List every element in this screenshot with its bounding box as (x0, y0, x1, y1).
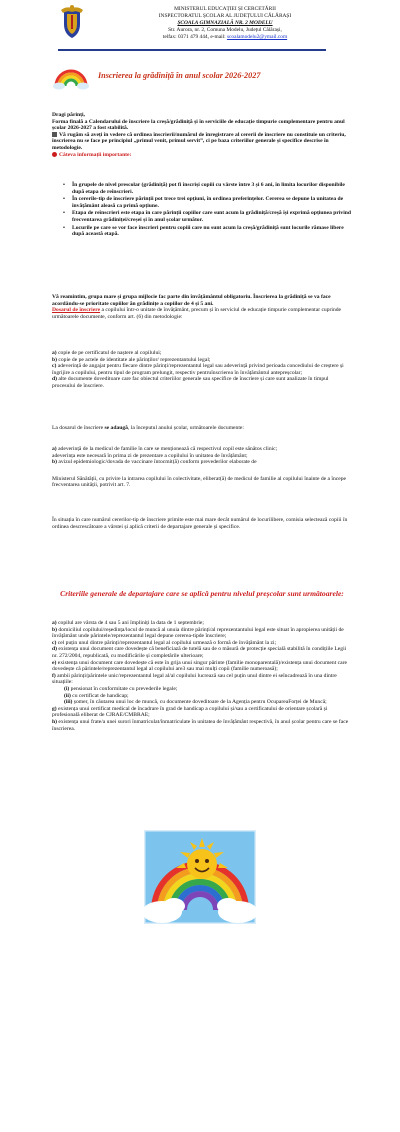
item-text: avizul epidemiologic/dovada de vaccinare întocmit(ă) conform prevederilor elaborate de (56, 459, 257, 466)
ministry-line: MINISTERUL EDUCAȚIEI ȘI CERCETĂRII (174, 6, 276, 12)
dossier-list (52, 350, 352, 390)
item-key: b) (52, 459, 57, 466)
item-text: copie de pe actele de identitate ale părinților/ reprezentantului legal; (56, 356, 211, 363)
list-item (52, 350, 352, 357)
item-key: (iii) (64, 699, 73, 706)
order-text: Vă rugăm să aveți în vedere că ordinea înscrierii/numărul de înregistrare al cererii de înscriere nu constituie un criteriu, înscrierea nu se face pe principiul „primul venit, primul servit”, ci pe baza criteriilor generale și specifice descrise în metodologie. (52, 131, 346, 151)
inspectorate-line: INSPECTORATUL ȘCOLAR AL JUDEȚULUI CĂLĂRAȘI (158, 13, 292, 19)
list-item (52, 646, 352, 659)
criteria-list (52, 620, 352, 732)
item-text: Ministerul Sănătății, cu privire la intrarea copilului în colectivitate, eliberat(ă) de medicul de familie al copilului înainte de a începe frecventarea unității, potrivit art. 7. (52, 475, 347, 489)
list-item (52, 699, 352, 706)
reminder-text: Vă reamintim, grupa mare și grupa mijlocie fac parte din învățământul obligatoriu. Înscrierea la grădiniță se va face acordându-se prioritate copiilor ăn grădinițe a copiilor de 4 și 5 ani. (52, 294, 331, 307)
start-year-list (52, 446, 352, 489)
contact-line (110, 34, 340, 41)
spacer (52, 466, 352, 476)
list-item (52, 446, 352, 453)
start-year-bold: se adaugă (104, 425, 128, 431)
criteria-title: Criteriile generale de departajare care se aplică pentru nivelul preșcolar sunt următoarele: (60, 589, 344, 598)
item-text: alte documente doveditoare care fac obiectul criteriilor generale sau specifice de înscriere și care sunt analizate în timpul procesului de înscriere. (52, 376, 329, 389)
list-item: • În grupele de nivel prescolar (grădiniță) pot fi înscriși copiii cu vârste între 3 și 6 ani, în limita locurilor disponibile după etapa de reînscrieri. (72, 182, 352, 195)
item-key: e) (52, 659, 57, 666)
item-text: cel puțin unul dintre părinți/reprezentantul legal al copilului urmează o formă de învățământ la zi; (56, 639, 277, 646)
item-key: c) (52, 639, 57, 646)
dossier-text: a copilului într-o unitate de învățământ, precum și în serviciul de educație timpurie complementar cuprinde următoarele documente, conform art. (6) din metodologie: (52, 307, 342, 320)
reminder-section (52, 294, 352, 320)
item-key: g) (52, 705, 57, 712)
item-text: domiciliul copilului/reședința/locul de muncă al unuia dintre părinți/al reprezentantului legal este situat în apropierea unității de învățământ unde părintele/reprezentantul legal depune cererea-tipde înscriere; (52, 626, 344, 640)
list-item (52, 706, 352, 719)
header-divider (58, 49, 326, 51)
item-text: adeverința este necesară în prima zi de prezentare a copilului în unitatea de învățământ; (52, 452, 248, 459)
list-item (52, 620, 352, 627)
item-key: (ii) (64, 692, 71, 699)
info-bullets (52, 182, 352, 239)
list-item (52, 660, 352, 673)
list-item: • În cererile-tip de înscriere părinții pot trece trei opțiuni, în ordinea preferințelor. Cererea se depune la unitatea de învățământ aleasă ca primă opțiune. (72, 196, 352, 209)
item-text: existența unui frate/a unei surori înmatriculat/înmatriculate în unitatea de învățământ respectivă, în anul școlar pentru care se face înscrierea. (52, 718, 349, 732)
start-year-pre: La dosarul de înscriere (52, 425, 105, 431)
item-key: a) (52, 620, 57, 626)
item-text: cu certificat de handicap; (70, 692, 129, 699)
item-text: existența unui document care dovedește că este în grija unui singur părinte (familie monoparentală)/existența unui document care dovedește că părintele/reprezentantul legal al copilului are3 sau mai mulți copii (familie numeroasă); (52, 659, 347, 673)
dossier-intro (52, 307, 352, 320)
start-year-post: , la începutul anului școlar, următoarele documente: (127, 425, 244, 431)
item-key: d) (52, 376, 57, 383)
sun-rainbow-illustration (144, 830, 256, 924)
list-item: • Etapa de reînscrieri este etapa în care părinții copiilor care sunt acum la grădiniță/creșă își exprimă opțiunea privind frecventarea grădiniței/creșei și în anul școlar următor. (72, 210, 352, 223)
square-bullet-icon (52, 132, 57, 137)
school-address: Str. Aurora, nr. 2, Comuna Modelu, Județul Călărași, (168, 27, 282, 33)
item-text: existența unui certificat medical de încadrare în grad de handicap a copilului și/sau a certificatului de orientare școlară și profesională eliberat de CJRAE/CMBRAE; (52, 705, 328, 719)
item-key: b) (52, 626, 57, 633)
item-text: ambii părinți/părintele unic/reprezentantul legal al/al copilului lucrează sau cel puțin unul dintre ei seîncadrează în una dintre situațiile: (52, 672, 337, 686)
item-key: d) (52, 646, 57, 653)
page-title: Inscrierea la grădiniță în anul scolar 2026-2027 (98, 71, 261, 80)
greeting: Dragi părinți, (52, 112, 85, 118)
start-year-intro (52, 425, 352, 432)
oversubscribed-paragraph: În situația în care numărul cererilor-tip de înscriere primite este mai mare decât numărul de locurilibere, comisia selectează copiii în ordinea descrescătoare a vârstei și aplică criterii de departajare generale și specifice. (52, 517, 348, 530)
list-item (52, 363, 352, 376)
red-circle-icon (52, 152, 57, 157)
item-key: c) (52, 363, 57, 370)
item-text: adeverință de angajat pentru fiecare dintre părinți/reprezentantul legal sau adeverință privind perioada concediului de creștere și îngrijire a copilului, pentru tipul de program prelungit, respectiv pentruînscrierea în învățământul antepreșcolar; (52, 363, 344, 376)
list-item (52, 376, 352, 389)
item-text: copie de pe certificatul de naștere al copilului; (56, 350, 162, 356)
phone-text: telfax: 0371 479 444, e-mail: (162, 34, 227, 40)
list-item (52, 459, 352, 466)
list-item (52, 627, 352, 640)
rainbow-icon (52, 66, 90, 90)
item-key: h) (52, 718, 57, 725)
list-item (52, 476, 352, 489)
email-link[interactable]: scoalamodelu2@ymail.com (226, 34, 288, 40)
info-heading-text: Câteva informații importante: (59, 151, 132, 158)
list-item: • Locurile pe care se vor face înscrieri pentru copiii care nu sunt acum la creșă/grădiniță sunt locurile rămase libere după această etapă. (72, 225, 352, 238)
school-header (110, 6, 340, 41)
school-crest-icon (58, 4, 86, 40)
item-text: adeverință de la medicul de familie în care se menționează că respectivul copil este sănătos clinic; (56, 446, 278, 452)
item-key: a) (52, 350, 57, 356)
item-text: șomer, în căutarea unui loc de muncă, cu documente doveditoare de la Agenția pentru OcupareaForței de Muncă; (72, 699, 327, 706)
item-text: copilul are vârsta de 4 sau 5 ani împliniți la data de 1 septembrie; (56, 620, 204, 626)
school-name: ȘCOALA GIMNAZIALĂ NR. 2 MODELU (177, 20, 273, 26)
intro-section (52, 112, 352, 158)
item-key: b) (52, 356, 57, 363)
info-heading (52, 152, 352, 159)
start-year-section (52, 425, 352, 432)
item-text: pensionat în conformitate cu prevederile legale; (69, 685, 178, 692)
order-paragraph (52, 132, 352, 152)
calendar-paragraph: Forma finală a Calendarului de înscriere la creșă/grădiniță și în serviciile de educație timpurie complementare pentru anul școlar 2026-2027 a fost stabilită. (52, 118, 345, 132)
item-text: existența unui document care dovedește că beneficiază de tutelă sau de o măsură de protecție specială stabilită în condițiile Legii nr. 272/2004, republicată, cu modificările și completările ulterioare; (52, 646, 347, 659)
item-key: f) (52, 672, 56, 679)
item-key: a) (52, 446, 57, 452)
list-item (52, 719, 352, 732)
list-item (52, 673, 352, 686)
list-item (52, 686, 352, 693)
dossier-label: Dosarul de înscriere (52, 307, 101, 314)
item-key: (i) (64, 685, 70, 692)
